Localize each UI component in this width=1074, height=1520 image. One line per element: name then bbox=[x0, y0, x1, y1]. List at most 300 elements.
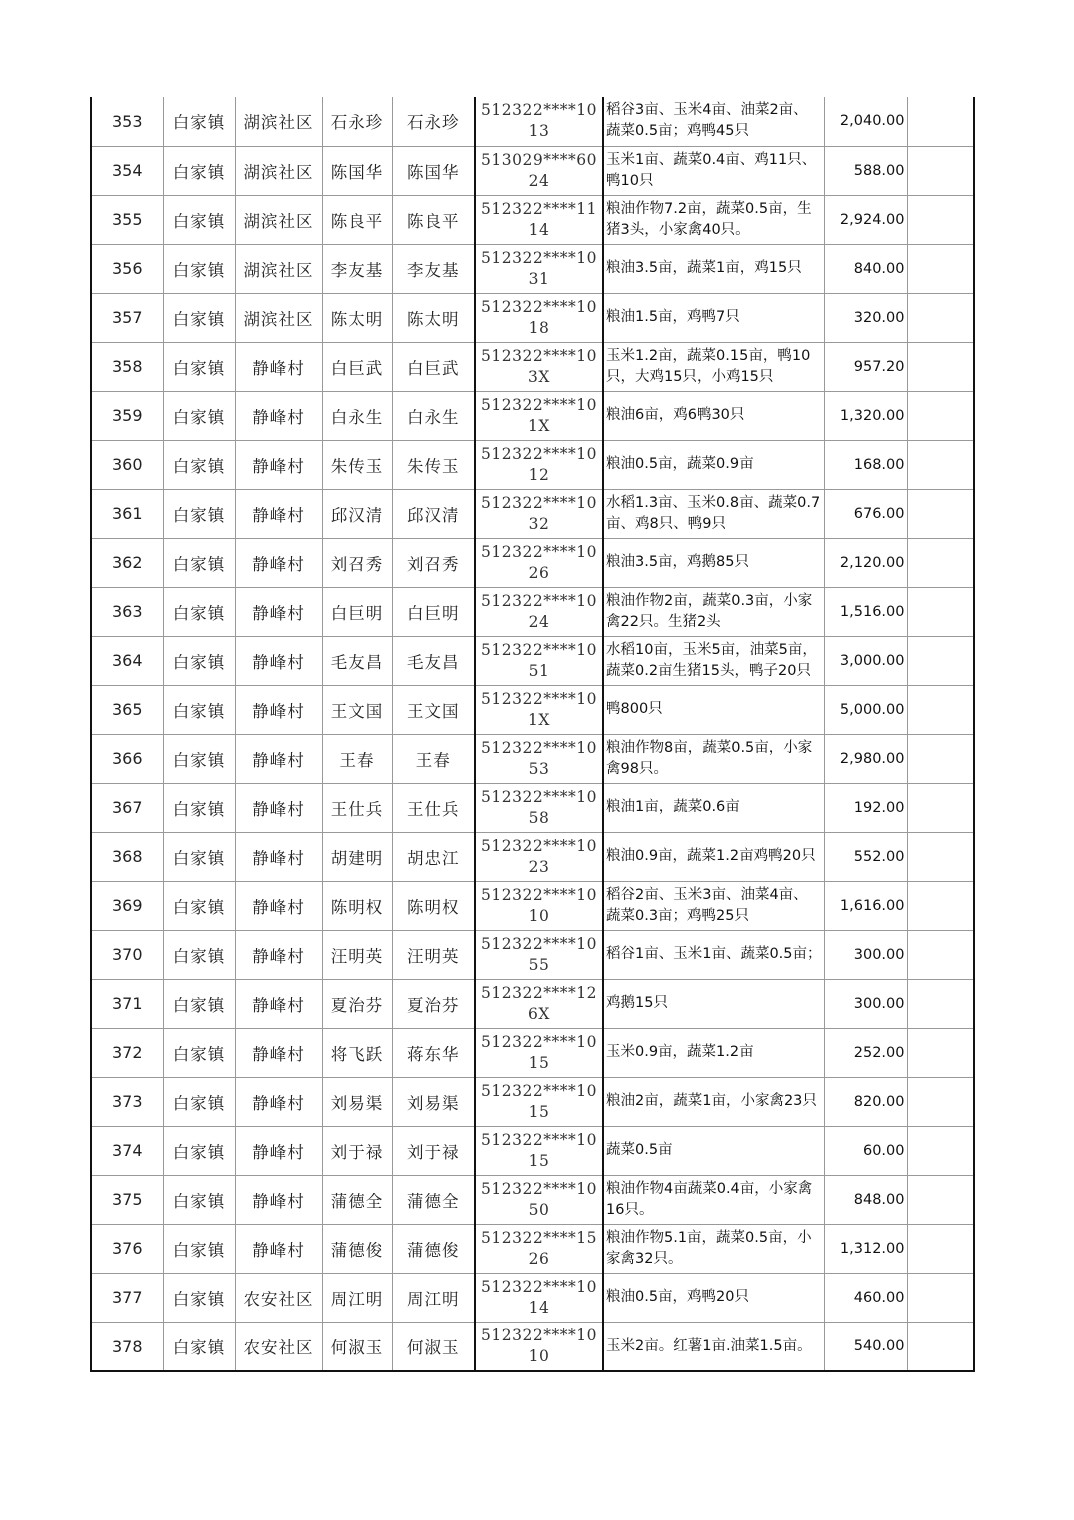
amount-cell: 168.00 bbox=[824, 440, 907, 489]
id-number-part1: 512322****10 bbox=[481, 1130, 597, 1149]
id-number-part2: 14 bbox=[528, 220, 550, 239]
id-number-cell bbox=[475, 146, 603, 195]
village-cell: 静峰村 bbox=[235, 440, 322, 489]
row-number: 366 bbox=[91, 734, 163, 783]
remark-cell bbox=[907, 1273, 974, 1322]
description-cell: 玉米2亩。红薯1亩.油菜1.5亩。 bbox=[603, 1322, 824, 1371]
recipient-cell: 白永生 bbox=[392, 391, 475, 440]
id-number-cell bbox=[475, 195, 603, 244]
remark-cell bbox=[907, 734, 974, 783]
town-cell: 白家镇 bbox=[163, 1126, 235, 1175]
recipient-cell: 蒲德全 bbox=[392, 1175, 475, 1224]
remark-cell bbox=[907, 881, 974, 930]
description-cell: 鸡鹅15只 bbox=[603, 979, 824, 1028]
village-cell: 静峰村 bbox=[235, 391, 322, 440]
id-number-part2: 1X bbox=[528, 710, 550, 729]
village-cell: 湖滨社区 bbox=[235, 97, 322, 146]
village-cell: 静峰村 bbox=[235, 1175, 322, 1224]
id-number-part1: 512322****10 bbox=[481, 346, 597, 365]
id-number-cell bbox=[475, 734, 603, 783]
name-cell: 刘召秀 bbox=[322, 538, 392, 587]
id-number-part1: 512322****10 bbox=[481, 395, 597, 414]
recipient-cell: 李友基 bbox=[392, 244, 475, 293]
id-number-part1: 512322****10 bbox=[481, 787, 597, 806]
name-cell: 朱传玉 bbox=[322, 440, 392, 489]
name-cell: 石永珍 bbox=[322, 97, 392, 146]
remark-cell bbox=[907, 1175, 974, 1224]
village-cell: 静峰村 bbox=[235, 685, 322, 734]
id-number-part1: 512322****10 bbox=[481, 444, 597, 463]
amount-cell: 2,924.00 bbox=[824, 195, 907, 244]
recipient-cell: 陈太明 bbox=[392, 293, 475, 342]
table-row bbox=[91, 1322, 974, 1371]
id-number-part2: 26 bbox=[528, 1249, 550, 1268]
amount-cell: 588.00 bbox=[824, 146, 907, 195]
id-number-part1: 512322****10 bbox=[481, 689, 597, 708]
village-cell: 静峰村 bbox=[235, 930, 322, 979]
remark-cell bbox=[907, 146, 974, 195]
id-number-part1: 512322****10 bbox=[481, 591, 597, 610]
id-number-part2: 10 bbox=[528, 906, 550, 925]
remark-cell bbox=[907, 195, 974, 244]
amount-cell: 1,320.00 bbox=[824, 391, 907, 440]
town-cell: 白家镇 bbox=[163, 587, 235, 636]
amount-cell: 540.00 bbox=[824, 1322, 907, 1371]
amount-cell: 1,616.00 bbox=[824, 881, 907, 930]
village-cell: 静峰村 bbox=[235, 636, 322, 685]
row-number: 376 bbox=[91, 1224, 163, 1273]
id-number-part2: 1X bbox=[528, 416, 550, 435]
town-cell: 白家镇 bbox=[163, 342, 235, 391]
village-cell: 静峰村 bbox=[235, 587, 322, 636]
amount-cell: 320.00 bbox=[824, 293, 907, 342]
remark-cell bbox=[907, 1077, 974, 1126]
id-number-cell bbox=[475, 587, 603, 636]
table-row bbox=[91, 293, 974, 342]
id-number-part1: 512322****10 bbox=[481, 493, 597, 512]
id-number-part2: 15 bbox=[528, 1102, 550, 1121]
row-number: 367 bbox=[91, 783, 163, 832]
recipient-cell: 胡忠江 bbox=[392, 832, 475, 881]
row-number: 355 bbox=[91, 195, 163, 244]
id-number-part1: 512322****15 bbox=[481, 1228, 597, 1247]
village-cell: 静峰村 bbox=[235, 538, 322, 587]
row-number: 354 bbox=[91, 146, 163, 195]
town-cell: 白家镇 bbox=[163, 538, 235, 587]
table-body bbox=[91, 97, 974, 1371]
remark-cell bbox=[907, 685, 974, 734]
remark-cell bbox=[907, 1126, 974, 1175]
recipient-cell: 王春 bbox=[392, 734, 475, 783]
description-cell: 稻谷2亩、玉米3亩、油菜4亩、蔬菜0.3亩；鸡鸭25只 bbox=[603, 881, 824, 930]
subsidy-table bbox=[90, 97, 975, 1372]
amount-cell: 300.00 bbox=[824, 930, 907, 979]
id-number-cell bbox=[475, 979, 603, 1028]
village-cell: 静峰村 bbox=[235, 489, 322, 538]
id-number-part1: 512322****10 bbox=[481, 738, 597, 757]
amount-cell: 3,000.00 bbox=[824, 636, 907, 685]
recipient-cell: 王仕兵 bbox=[392, 783, 475, 832]
village-cell: 静峰村 bbox=[235, 1224, 322, 1273]
id-number-part1: 512322****10 bbox=[481, 934, 597, 953]
table-row bbox=[91, 1126, 974, 1175]
table-row bbox=[91, 1077, 974, 1126]
id-number-part2: 13 bbox=[528, 122, 550, 141]
name-cell: 将飞跃 bbox=[322, 1028, 392, 1077]
id-number-cell bbox=[475, 930, 603, 979]
recipient-cell: 毛友昌 bbox=[392, 636, 475, 685]
id-number-part2: 18 bbox=[528, 318, 550, 337]
table-row bbox=[91, 97, 974, 146]
id-number-cell bbox=[475, 1028, 603, 1077]
row-number: 372 bbox=[91, 1028, 163, 1077]
remark-cell bbox=[907, 391, 974, 440]
id-number-part2: 24 bbox=[528, 612, 550, 631]
id-number-part1: 512322****10 bbox=[481, 640, 597, 659]
id-number-cell bbox=[475, 489, 603, 538]
table-row bbox=[91, 440, 974, 489]
town-cell: 白家镇 bbox=[163, 979, 235, 1028]
id-number-part1: 512322****10 bbox=[481, 248, 597, 267]
id-number-part2: 3X bbox=[528, 367, 550, 386]
remark-cell bbox=[907, 636, 974, 685]
table-row bbox=[91, 1273, 974, 1322]
remark-cell bbox=[907, 930, 974, 979]
id-number-cell bbox=[475, 293, 603, 342]
remark-cell bbox=[907, 342, 974, 391]
recipient-cell: 王文国 bbox=[392, 685, 475, 734]
row-number: 365 bbox=[91, 685, 163, 734]
id-number-part2: 6X bbox=[528, 1004, 550, 1023]
table-row bbox=[91, 244, 974, 293]
description-cell: 粮油0.9亩，蔬菜1.2亩鸡鸭20只 bbox=[603, 832, 824, 881]
row-number: 373 bbox=[91, 1077, 163, 1126]
row-number: 358 bbox=[91, 342, 163, 391]
remark-cell bbox=[907, 587, 974, 636]
description-cell: 水稻1.3亩、玉米0.8亩、蔬菜0.7亩、鸡8只、鸭9只 bbox=[603, 489, 824, 538]
row-number: 370 bbox=[91, 930, 163, 979]
village-cell: 湖滨社区 bbox=[235, 195, 322, 244]
town-cell: 白家镇 bbox=[163, 685, 235, 734]
village-cell: 静峰村 bbox=[235, 881, 322, 930]
row-number: 378 bbox=[91, 1322, 163, 1371]
table-row bbox=[91, 391, 974, 440]
id-number-cell bbox=[475, 1126, 603, 1175]
recipient-cell: 白巨明 bbox=[392, 587, 475, 636]
id-number-part2: 12 bbox=[528, 465, 550, 484]
amount-cell: 5,000.00 bbox=[824, 685, 907, 734]
town-cell: 白家镇 bbox=[163, 1322, 235, 1371]
table-row bbox=[91, 342, 974, 391]
row-number: 364 bbox=[91, 636, 163, 685]
amount-cell: 840.00 bbox=[824, 244, 907, 293]
description-cell: 玉米0.9亩，蔬菜1.2亩 bbox=[603, 1028, 824, 1077]
id-number-cell bbox=[475, 1077, 603, 1126]
remark-cell bbox=[907, 440, 974, 489]
remark-cell bbox=[907, 293, 974, 342]
id-number-part1: 512322****10 bbox=[481, 1277, 597, 1296]
row-number: 359 bbox=[91, 391, 163, 440]
name-cell: 何淑玉 bbox=[322, 1322, 392, 1371]
id-number-part2: 58 bbox=[528, 808, 550, 827]
recipient-cell: 周江明 bbox=[392, 1273, 475, 1322]
id-number-part1: 512322****12 bbox=[481, 983, 597, 1002]
id-number-part1: 512322****10 bbox=[481, 101, 597, 120]
row-number: 363 bbox=[91, 587, 163, 636]
description-cell: 粮油0.5亩，蔬菜0.9亩 bbox=[603, 440, 824, 489]
village-cell: 静峰村 bbox=[235, 1028, 322, 1077]
name-cell: 陈良平 bbox=[322, 195, 392, 244]
table-row bbox=[91, 587, 974, 636]
id-number-part2: 53 bbox=[528, 759, 550, 778]
id-number-cell bbox=[475, 1175, 603, 1224]
row-number: 377 bbox=[91, 1273, 163, 1322]
row-number: 375 bbox=[91, 1175, 163, 1224]
table-row bbox=[91, 1224, 974, 1273]
town-cell: 白家镇 bbox=[163, 636, 235, 685]
village-cell: 农安社区 bbox=[235, 1322, 322, 1371]
description-cell: 粮油1亩，蔬菜0.6亩 bbox=[603, 783, 824, 832]
row-number: 371 bbox=[91, 979, 163, 1028]
id-number-part2: 10 bbox=[528, 1347, 550, 1366]
remark-cell bbox=[907, 1028, 974, 1077]
description-cell: 粮油作物8亩，蔬菜0.5亩，小家禽98只。 bbox=[603, 734, 824, 783]
name-cell: 毛友昌 bbox=[322, 636, 392, 685]
recipient-cell: 陈国华 bbox=[392, 146, 475, 195]
description-cell: 粮油作物4亩蔬菜0.4亩，小家禽16只。 bbox=[603, 1175, 824, 1224]
table-row bbox=[91, 734, 974, 783]
amount-cell: 676.00 bbox=[824, 489, 907, 538]
remark-cell bbox=[907, 489, 974, 538]
recipient-cell: 白巨武 bbox=[392, 342, 475, 391]
town-cell: 白家镇 bbox=[163, 391, 235, 440]
description-cell: 粮油作物2亩，蔬菜0.3亩，小家禽22只。生猪2头 bbox=[603, 587, 824, 636]
name-cell: 王文国 bbox=[322, 685, 392, 734]
table-row bbox=[91, 1028, 974, 1077]
name-cell: 白永生 bbox=[322, 391, 392, 440]
town-cell: 白家镇 bbox=[163, 293, 235, 342]
description-cell: 鸭800只 bbox=[603, 685, 824, 734]
table-row bbox=[91, 783, 974, 832]
amount-cell: 460.00 bbox=[824, 1273, 907, 1322]
id-number-part2: 23 bbox=[528, 857, 550, 876]
row-number: 368 bbox=[91, 832, 163, 881]
name-cell: 汪明英 bbox=[322, 930, 392, 979]
amount-cell: 252.00 bbox=[824, 1028, 907, 1077]
town-cell: 白家镇 bbox=[163, 146, 235, 195]
name-cell: 王春 bbox=[322, 734, 392, 783]
top-left-stub bbox=[90, 97, 92, 99]
description-cell: 粮油2亩，蔬菜1亩，小家禽23只 bbox=[603, 1077, 824, 1126]
row-number: 369 bbox=[91, 881, 163, 930]
id-number-part2: 15 bbox=[528, 1151, 550, 1170]
town-cell: 白家镇 bbox=[163, 1077, 235, 1126]
amount-cell: 957.20 bbox=[824, 342, 907, 391]
description-cell: 粮油3.5亩，鸡鹅85只 bbox=[603, 538, 824, 587]
description-cell: 水稻10亩，玉米5亩，油菜5亩，蔬菜0.2亩生猪15头，鸭子20只 bbox=[603, 636, 824, 685]
id-number-part1: 512322****10 bbox=[481, 1081, 597, 1100]
id-number-cell bbox=[475, 440, 603, 489]
description-cell: 稻谷1亩、玉米1亩、蔬菜0.5亩； bbox=[603, 930, 824, 979]
description-cell: 蔬菜0.5亩 bbox=[603, 1126, 824, 1175]
town-cell: 白家镇 bbox=[163, 930, 235, 979]
amount-cell: 1,516.00 bbox=[824, 587, 907, 636]
description-cell: 粮油作物7.2亩，蔬菜0.5亩，生猪3头，小家禽40只。 bbox=[603, 195, 824, 244]
row-number: 356 bbox=[91, 244, 163, 293]
id-number-cell bbox=[475, 538, 603, 587]
id-number-part1: 512322****10 bbox=[481, 1032, 597, 1051]
description-cell: 粮油6亩，鸡6鸭30只 bbox=[603, 391, 824, 440]
id-number-cell bbox=[475, 881, 603, 930]
village-cell: 湖滨社区 bbox=[235, 244, 322, 293]
amount-cell: 2,040.00 bbox=[824, 97, 907, 146]
row-number: 360 bbox=[91, 440, 163, 489]
id-number-cell bbox=[475, 97, 603, 146]
id-number-part1: 512322****10 bbox=[481, 542, 597, 561]
town-cell: 白家镇 bbox=[163, 1224, 235, 1273]
name-cell: 陈太明 bbox=[322, 293, 392, 342]
table-row bbox=[91, 832, 974, 881]
village-cell: 静峰村 bbox=[235, 832, 322, 881]
town-cell: 白家镇 bbox=[163, 1273, 235, 1322]
amount-cell: 2,120.00 bbox=[824, 538, 907, 587]
recipient-cell: 蒋东华 bbox=[392, 1028, 475, 1077]
village-cell: 湖滨社区 bbox=[235, 293, 322, 342]
village-cell: 静峰村 bbox=[235, 1126, 322, 1175]
id-number-cell bbox=[475, 342, 603, 391]
id-number-part2: 26 bbox=[528, 563, 550, 582]
id-number-cell bbox=[475, 1322, 603, 1371]
town-cell: 白家镇 bbox=[163, 832, 235, 881]
table-row bbox=[91, 1175, 974, 1224]
town-cell: 白家镇 bbox=[163, 97, 235, 146]
village-cell: 静峰村 bbox=[235, 1077, 322, 1126]
id-number-part1: 512322****10 bbox=[481, 297, 597, 316]
village-cell: 静峰村 bbox=[235, 783, 322, 832]
row-number: 357 bbox=[91, 293, 163, 342]
name-cell: 蒲德俊 bbox=[322, 1224, 392, 1273]
table-row bbox=[91, 685, 974, 734]
amount-cell: 848.00 bbox=[824, 1175, 907, 1224]
town-cell: 白家镇 bbox=[163, 440, 235, 489]
id-number-part1: 512322****11 bbox=[481, 199, 597, 218]
description-cell: 粮油1.5亩，鸡鸭7只 bbox=[603, 293, 824, 342]
village-cell: 静峰村 bbox=[235, 979, 322, 1028]
id-number-cell bbox=[475, 685, 603, 734]
name-cell: 刘易渠 bbox=[322, 1077, 392, 1126]
remark-cell bbox=[907, 783, 974, 832]
town-cell: 白家镇 bbox=[163, 244, 235, 293]
name-cell: 胡建明 bbox=[322, 832, 392, 881]
id-number-part1: 512322****10 bbox=[481, 1326, 597, 1345]
amount-cell: 2,980.00 bbox=[824, 734, 907, 783]
town-cell: 白家镇 bbox=[163, 1175, 235, 1224]
name-cell: 王仕兵 bbox=[322, 783, 392, 832]
amount-cell: 820.00 bbox=[824, 1077, 907, 1126]
amount-cell: 192.00 bbox=[824, 783, 907, 832]
description-cell: 粮油0.5亩，鸡鸭20只 bbox=[603, 1273, 824, 1322]
recipient-cell: 邱汉清 bbox=[392, 489, 475, 538]
remark-cell bbox=[907, 97, 974, 146]
id-number-cell bbox=[475, 1273, 603, 1322]
village-cell: 静峰村 bbox=[235, 734, 322, 783]
town-cell: 白家镇 bbox=[163, 734, 235, 783]
recipient-cell: 何淑玉 bbox=[392, 1322, 475, 1371]
id-number-part1: 512322****10 bbox=[481, 885, 597, 904]
town-cell: 白家镇 bbox=[163, 783, 235, 832]
id-number-part2: 51 bbox=[528, 661, 550, 680]
name-cell: 周江明 bbox=[322, 1273, 392, 1322]
name-cell: 白巨明 bbox=[322, 587, 392, 636]
table-row bbox=[91, 881, 974, 930]
table-row bbox=[91, 489, 974, 538]
id-number-part2: 14 bbox=[528, 1298, 550, 1317]
id-number-cell bbox=[475, 832, 603, 881]
table-row bbox=[91, 930, 974, 979]
town-cell: 白家镇 bbox=[163, 489, 235, 538]
amount-cell: 300.00 bbox=[824, 979, 907, 1028]
name-cell: 刘于禄 bbox=[322, 1126, 392, 1175]
id-number-cell bbox=[475, 391, 603, 440]
recipient-cell: 刘召秀 bbox=[392, 538, 475, 587]
name-cell: 白巨武 bbox=[322, 342, 392, 391]
table-row bbox=[91, 195, 974, 244]
row-number: 374 bbox=[91, 1126, 163, 1175]
remark-cell bbox=[907, 244, 974, 293]
id-number-cell bbox=[475, 244, 603, 293]
recipient-cell: 夏治芬 bbox=[392, 979, 475, 1028]
row-number: 362 bbox=[91, 538, 163, 587]
recipient-cell: 蒲德俊 bbox=[392, 1224, 475, 1273]
name-cell: 夏治芬 bbox=[322, 979, 392, 1028]
recipient-cell: 朱传玉 bbox=[392, 440, 475, 489]
name-cell: 陈国华 bbox=[322, 146, 392, 195]
description-cell: 稻谷3亩、玉米4亩、油菜2亩、蔬菜0.5亩；鸡鸭45只 bbox=[603, 97, 824, 146]
id-number-cell bbox=[475, 1224, 603, 1273]
name-cell: 邱汉清 bbox=[322, 489, 392, 538]
amount-cell: 552.00 bbox=[824, 832, 907, 881]
remark-cell bbox=[907, 1322, 974, 1371]
id-number-part2: 55 bbox=[528, 955, 550, 974]
description-cell: 粮油作物5.1亩，蔬菜0.5亩，小家禽32只。 bbox=[603, 1224, 824, 1273]
name-cell: 蒲德全 bbox=[322, 1175, 392, 1224]
id-number-part2: 50 bbox=[528, 1200, 550, 1219]
remark-cell bbox=[907, 979, 974, 1028]
name-cell: 陈明权 bbox=[322, 881, 392, 930]
id-number-part1: 512322****10 bbox=[481, 1179, 597, 1198]
recipient-cell: 石永珍 bbox=[392, 97, 475, 146]
row-number: 361 bbox=[91, 489, 163, 538]
id-number-part2: 31 bbox=[528, 269, 550, 288]
id-number-part2: 24 bbox=[528, 171, 550, 190]
id-number-part2: 15 bbox=[528, 1053, 550, 1072]
table-row bbox=[91, 979, 974, 1028]
description-cell: 粮油3.5亩，蔬菜1亩，鸡15只 bbox=[603, 244, 824, 293]
recipient-cell: 汪明英 bbox=[392, 930, 475, 979]
table-row bbox=[91, 538, 974, 587]
remark-cell bbox=[907, 832, 974, 881]
recipient-cell: 陈良平 bbox=[392, 195, 475, 244]
row-number: 353 bbox=[91, 97, 163, 146]
recipient-cell: 陈明权 bbox=[392, 881, 475, 930]
recipient-cell: 刘于禄 bbox=[392, 1126, 475, 1175]
amount-cell: 60.00 bbox=[824, 1126, 907, 1175]
table-row bbox=[91, 146, 974, 195]
remark-cell bbox=[907, 1224, 974, 1273]
village-cell: 农安社区 bbox=[235, 1273, 322, 1322]
town-cell: 白家镇 bbox=[163, 1028, 235, 1077]
id-number-part2: 32 bbox=[528, 514, 550, 533]
